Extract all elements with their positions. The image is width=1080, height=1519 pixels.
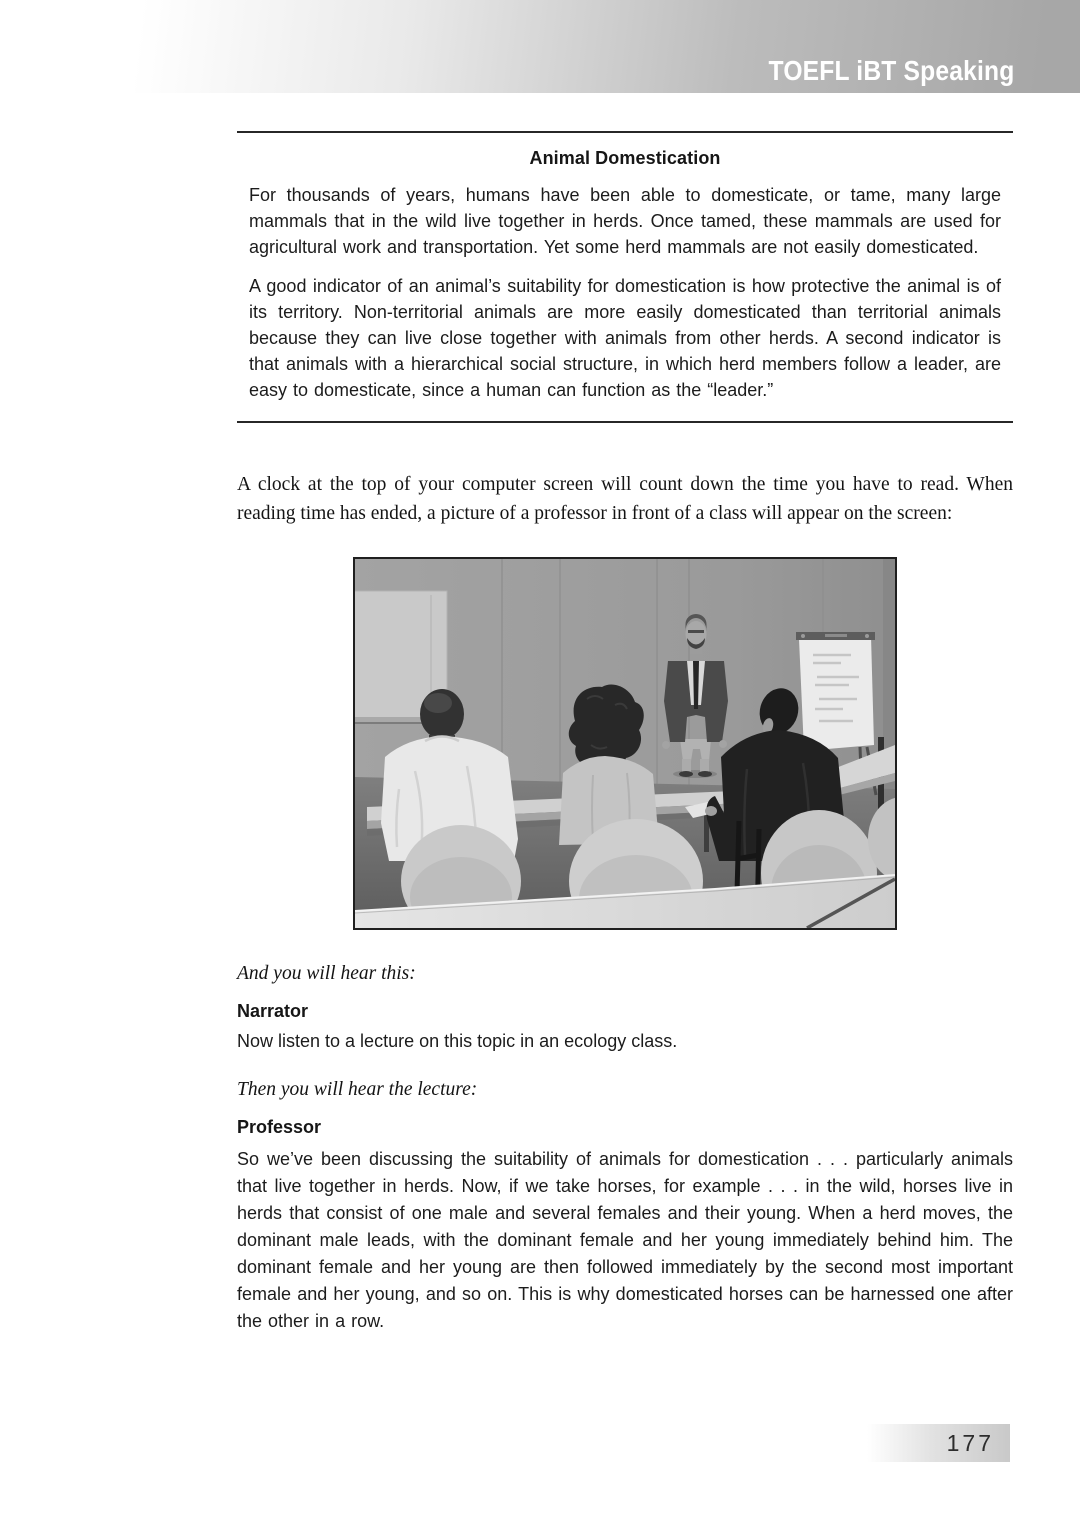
passage-paragraph: For thousands of years, humans have been able to domesticate, or tame, many large mammals that in the wild live together in herds. Once tamed, these mammals are used for agricultural work and transportation. Yet some herd mammals are not easily domesticated. xyxy=(249,185,1001,257)
instruction-paragraph: A clock at the top of your computer screen will count down the time you have to read. When reading time has ended, a picture of a professor in front of a class will appear on the screen: xyxy=(237,474,1013,524)
passage-paragraph: A good indicator of an animal’s suitability for domestication is how protective the animal is of its territory. Non-territorial animals are more easily domesticated than territorial animals because they can live close together with animals from other herds. A second indicator is that animals with a hierarchical social structure, in which herd members follow a leader, are easy to domesticate, since a human can function as the “leader.” xyxy=(249,276,1001,400)
section-title: TOEFL iBT Speaking xyxy=(768,55,1014,86)
passage-title: Animal Domestication xyxy=(529,148,721,168)
content-column xyxy=(237,93,1013,1335)
professor-label: Professor xyxy=(237,1117,322,1137)
lecture-lead-line: Then you will hear the lecture: xyxy=(237,1079,478,1100)
header-banner xyxy=(0,0,1080,93)
classroom-photo xyxy=(353,557,897,930)
narrator-line: Now listen to a lecture on this topic in an ecology class. xyxy=(237,1031,678,1051)
hear-lead-line: And you will hear this: xyxy=(237,963,416,984)
narrator-label: Narrator xyxy=(237,1001,309,1021)
reading-passage-box xyxy=(237,131,1013,423)
page-number: 177 xyxy=(946,1429,994,1456)
professor-lecture-paragraph: So we’ve been discussing the suitability of animals for domestication . . . particularly animals that live together in herds. Now, if we take horses, for example . . . in the wild, horses live in herds that consist of one male and several females and their young. When a herd moves, the dominant male leads, with the dominant female and her young immediately behind him. The dominant female and her young are then followed immediately by the second most important female and her young, and so on. This is why domesticated horses can be harnessed one after the other in a row. xyxy=(237,1149,1013,1331)
page-number-bar xyxy=(867,1424,1010,1462)
classroom-photo-svg xyxy=(355,559,895,928)
